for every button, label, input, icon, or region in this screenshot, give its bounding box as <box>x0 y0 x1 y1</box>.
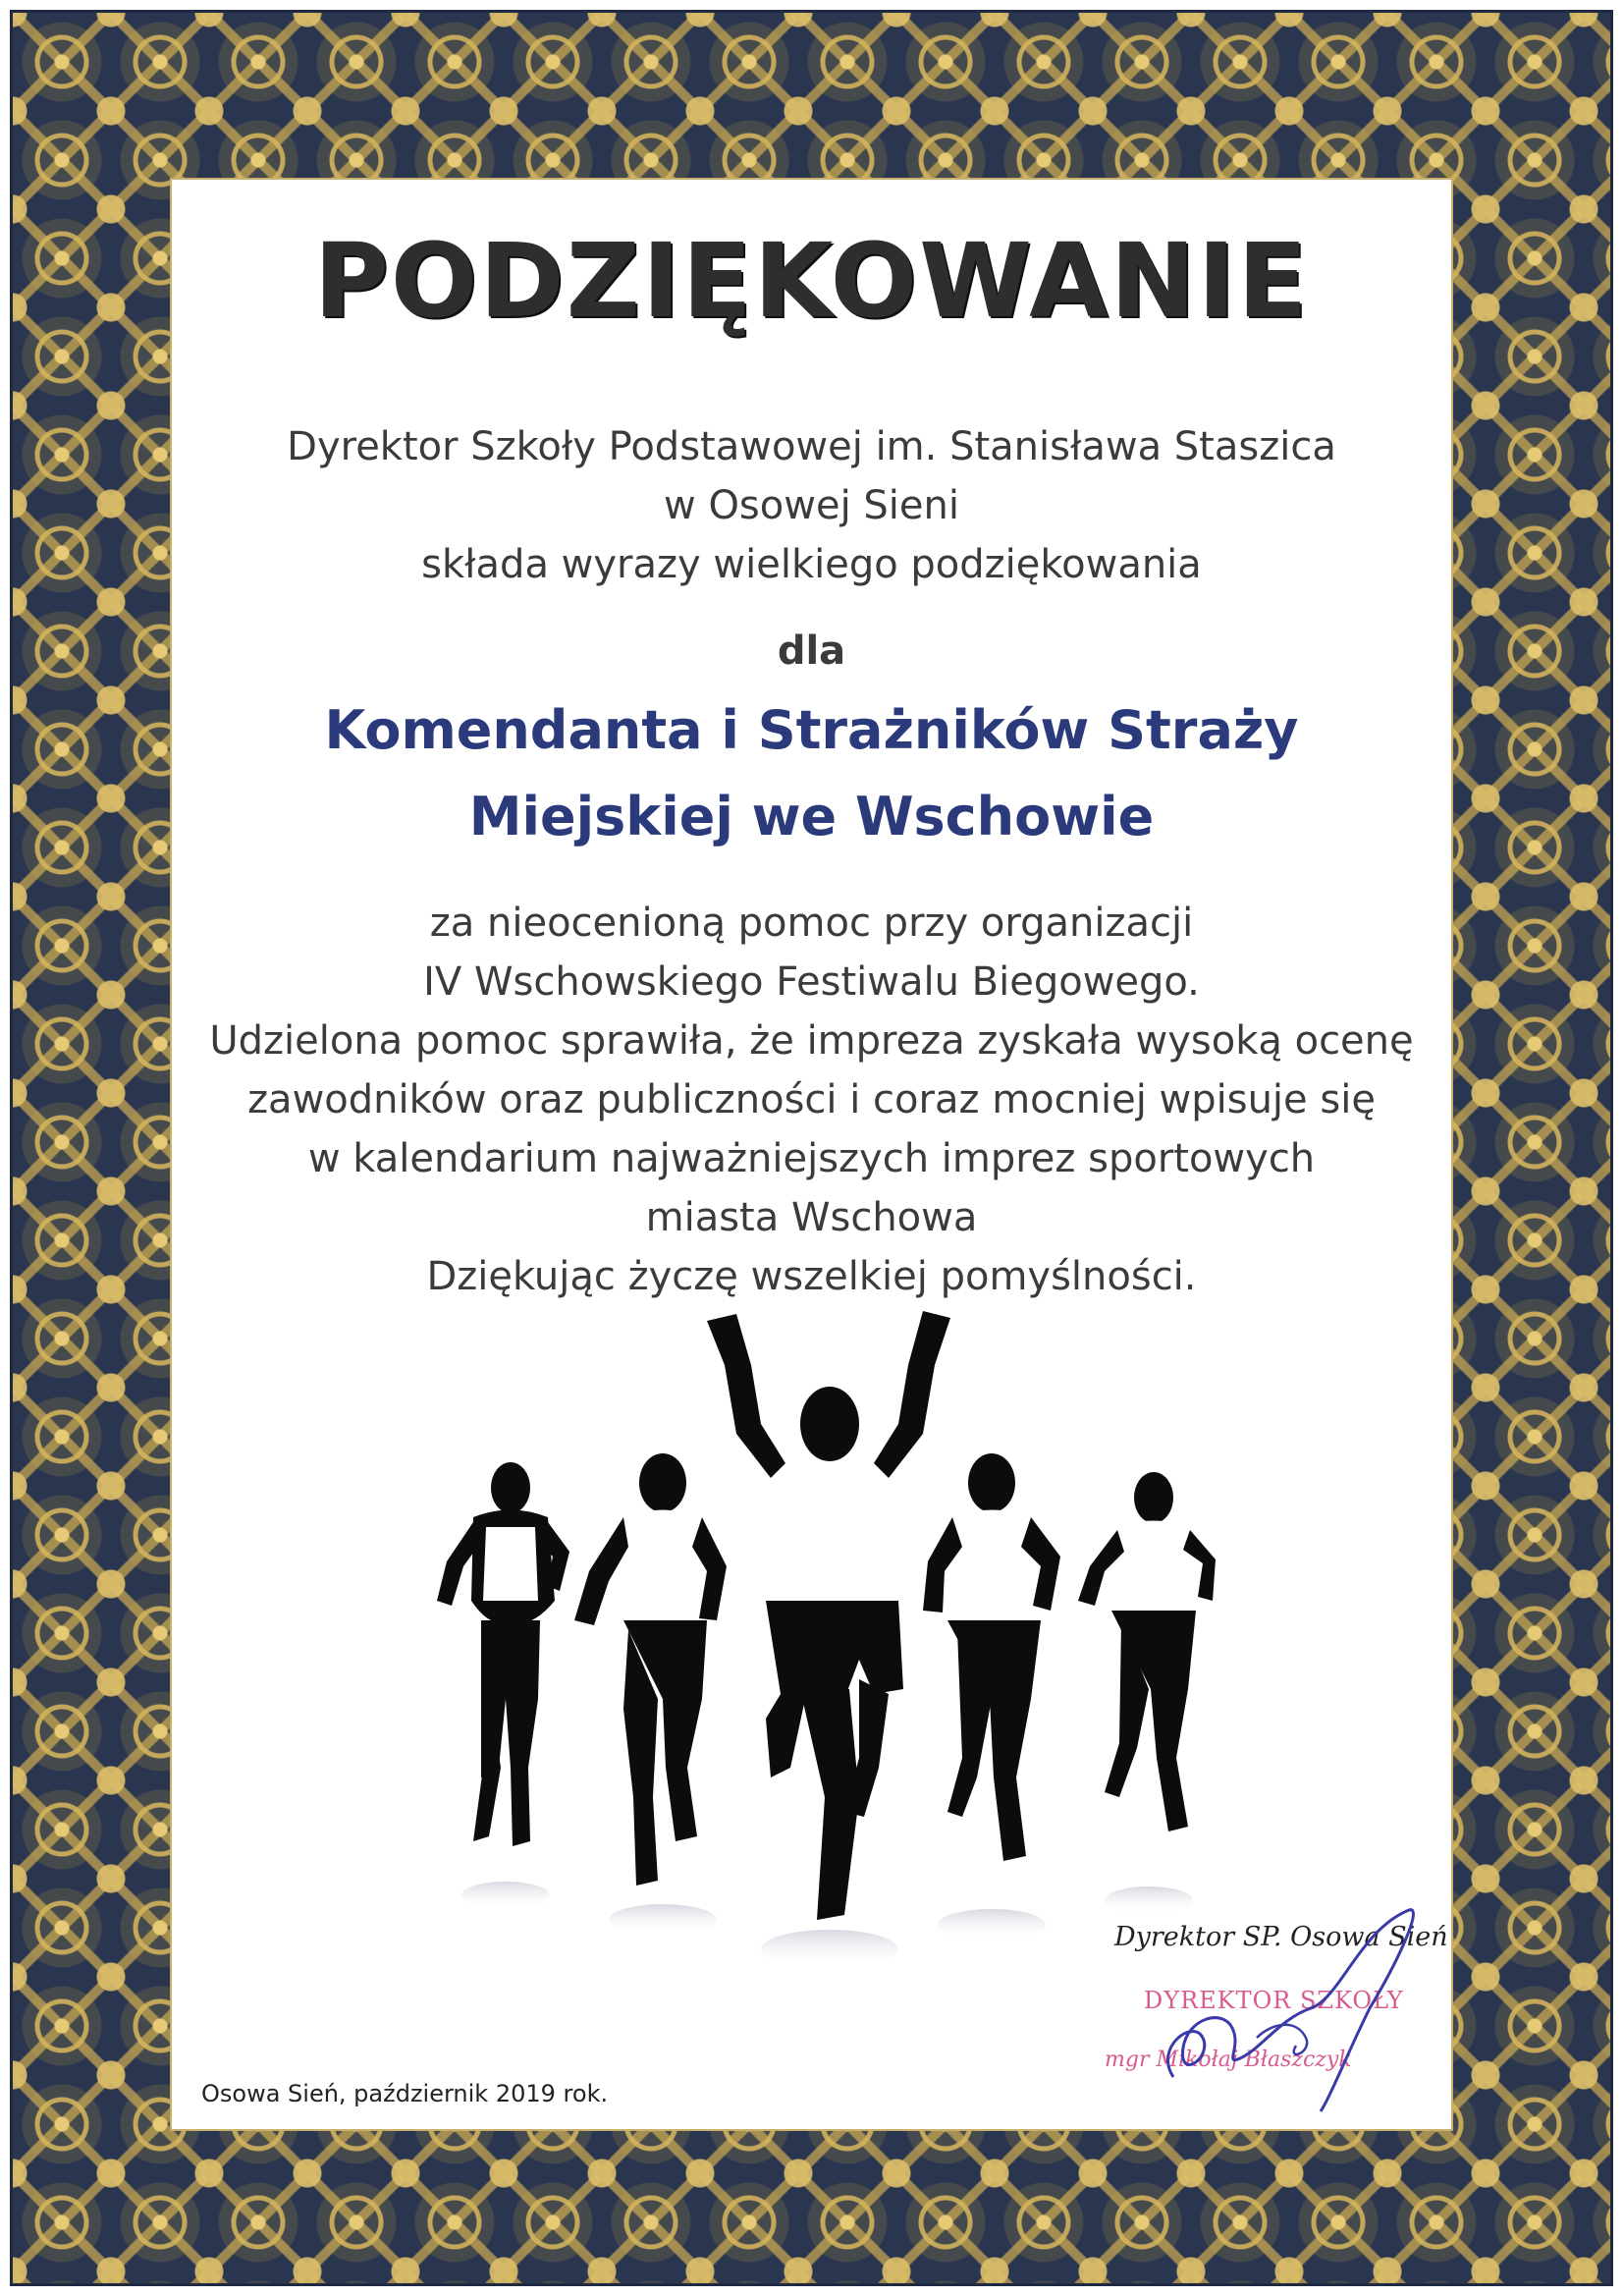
recipient-line: Komendanta i Strażników Straży <box>324 699 1299 761</box>
place-and-date: Osowa Sień, październik 2019 rok. <box>201 2080 609 2107</box>
reason-line: miasta Wschowa <box>645 1195 978 1240</box>
runner-figure <box>574 1453 727 1886</box>
stamp-title: DYREKTOR SZKOŁY <box>1144 1987 1404 2014</box>
stamp-name: mgr Mikołaj Błaszczyk <box>1105 2048 1352 2072</box>
signature-title: Dyrektor SP. Osowa Sień <box>1114 1922 1448 1952</box>
runner-figure <box>437 1462 569 1846</box>
reason-line: Dziękując życzę wszelkiej pomyślności. <box>426 1254 1197 1299</box>
runner-figure <box>707 1311 950 1920</box>
reason-line: za nieocenioną pomoc przy organizacji <box>429 901 1194 946</box>
reason-block <box>172 894 1451 1306</box>
for-word: dla <box>777 629 846 674</box>
runner-figure <box>923 1453 1060 1861</box>
handwritten-signature <box>1085 1900 1458 2126</box>
reason-line: IV Wschowskiego Festiwalu Biegowego. <box>423 959 1200 1005</box>
intro-line: Dyrektor Szkoły Podstawowej im. Stanisława Staszica <box>287 424 1336 469</box>
reason-line: Udzielona pomoc sprawiła, że impreza zyskała wysoką ocenę <box>209 1018 1414 1064</box>
runner-figure <box>1078 1472 1216 1831</box>
intro-line: składa wyrazy wielkiego podziękowania <box>421 542 1202 587</box>
intro-line: w Osowej Sieni <box>664 483 959 528</box>
certificate-title: PODZIĘKOWANIE <box>313 221 1310 341</box>
reason-line: zawodników oraz publiczności i coraz mocniej wpisuje się <box>247 1077 1376 1122</box>
intro-block <box>172 417 1451 594</box>
reason-line: w kalendarium najważniejszych imprez sportowych <box>307 1136 1316 1181</box>
signature-block <box>1085 1900 1458 2126</box>
recipient-line: Miejskiej we Wschowie <box>468 786 1155 847</box>
recipient-block <box>172 687 1451 860</box>
